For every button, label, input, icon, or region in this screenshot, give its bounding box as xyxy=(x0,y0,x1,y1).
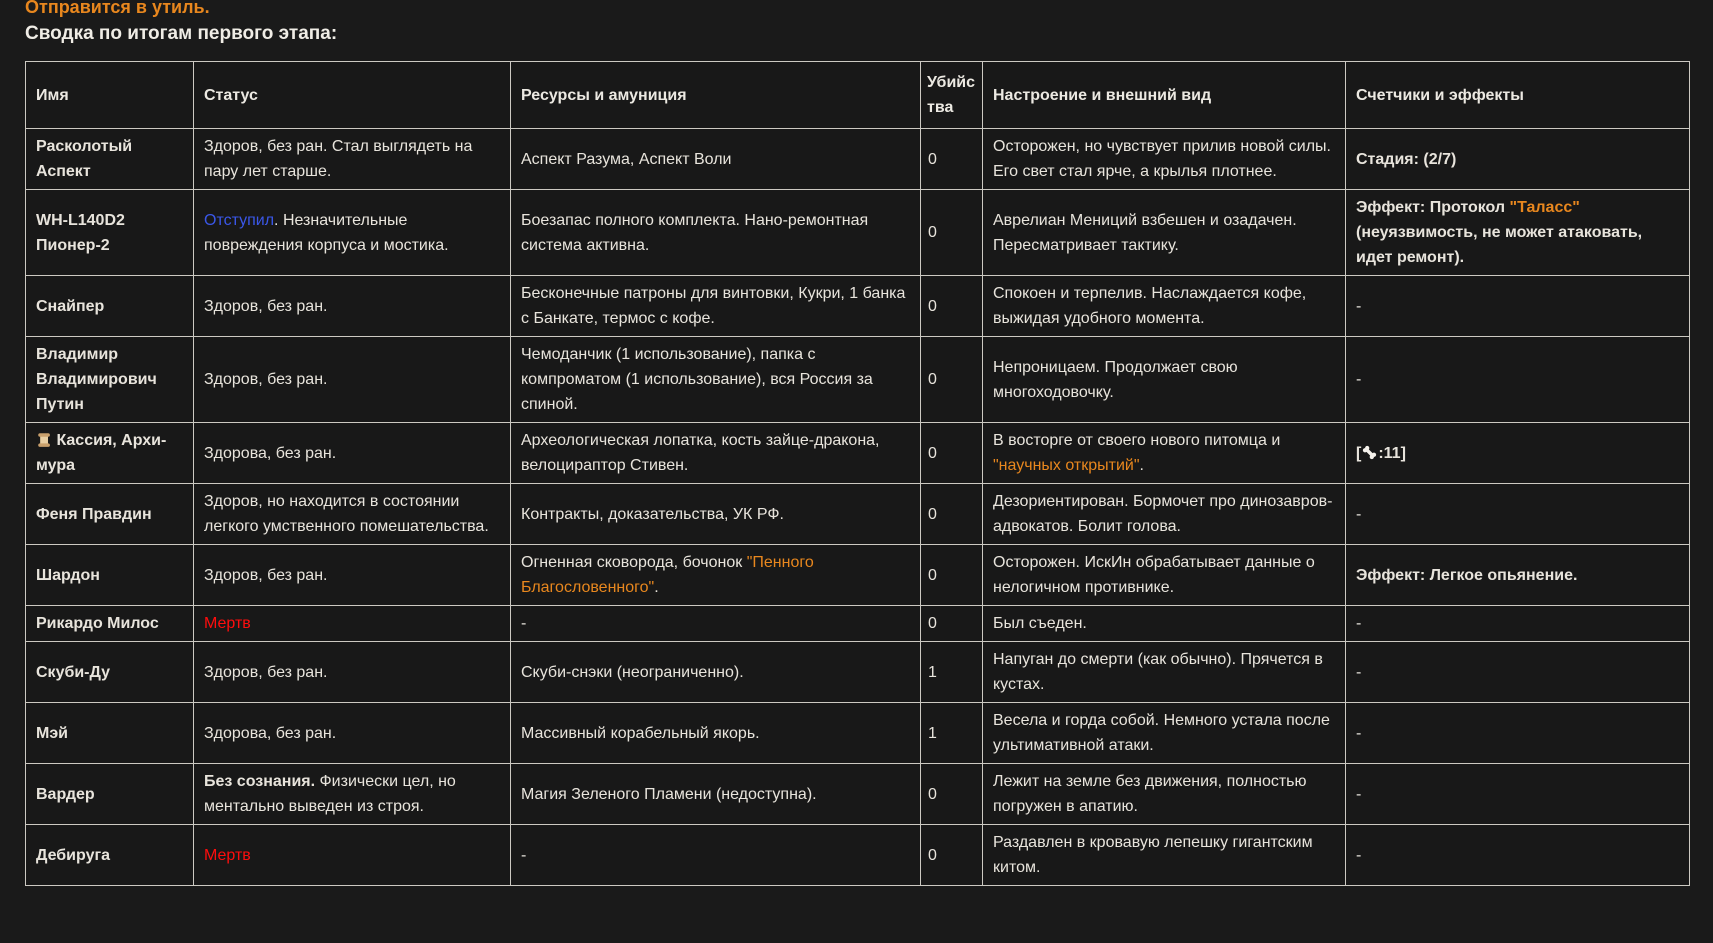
cell-text: Стадия: (2/7) xyxy=(1356,150,1457,168)
cell-text: Боезапас полного комплекта. Нано-ремонтная система активна. xyxy=(521,211,869,254)
cell-text: Эффект: Протокол xyxy=(1356,199,1510,216)
cell-name xyxy=(26,606,194,642)
cell-text: Шардон xyxy=(36,566,100,584)
col-header-counters: Счетчики и эффекты xyxy=(1346,62,1690,129)
cell-status xyxy=(194,606,511,642)
cell-mood xyxy=(983,825,1346,886)
cell-counters xyxy=(1346,129,1690,190)
cell-resources xyxy=(511,764,921,825)
cell-text: Здоров, без ран. xyxy=(204,566,328,584)
table-row xyxy=(26,484,1690,545)
col-header-mood: Настроение и внешний вид xyxy=(983,62,1346,129)
cell-text: Дезориентирован. Бормочет про динозавров-адвокатов. Болит голова. xyxy=(993,493,1333,535)
cell-kills: 0 xyxy=(921,764,983,825)
cell-status xyxy=(194,190,511,276)
page-title: Сводка по итогам первого этапа: xyxy=(25,23,338,44)
cell-kills: 0 xyxy=(921,129,983,190)
cell-text: Археологическая лопатка, кость зайце-дракона, велоцираптор Стивен. xyxy=(521,432,880,474)
cell-text: Здорова, без ран. xyxy=(204,724,337,742)
cell-text: Бесконечные патроны для винтовки, Кукри, 1 банка с Банкате, термос с кофе. xyxy=(521,285,906,327)
cell-text: Чемоданчик (1 использование), папка с компроматом (1 использование), вся Россия за спиной. xyxy=(521,346,873,413)
cell-text: Расколотый Аспект xyxy=(36,138,133,180)
table-row xyxy=(26,337,1690,423)
cell-counters xyxy=(1346,764,1690,825)
cell-text: Дебируга xyxy=(36,846,111,864)
cell-text: - xyxy=(521,846,527,864)
table-row xyxy=(26,545,1690,606)
cell-text: Скуби-Ду xyxy=(36,663,110,681)
cell-text: Аспект Разума, Аспект Воли xyxy=(521,150,732,168)
cell-name xyxy=(26,423,194,484)
cell-text: Владимир Владимирович Путин xyxy=(36,346,157,413)
cell-resources xyxy=(511,703,921,764)
cell-name xyxy=(26,545,194,606)
table-row xyxy=(26,703,1690,764)
cell-text: "научных открытий" xyxy=(993,457,1140,474)
cell-name xyxy=(26,764,194,825)
cell-resources xyxy=(511,190,921,276)
cell-text: WH-L140D2 Пионер-2 xyxy=(36,211,125,254)
cell-text: . Незначительные повреждения корпуса и мостика. xyxy=(204,211,449,254)
table-row xyxy=(26,276,1690,337)
cell-text: Эффект: Легкое опьянение. xyxy=(1356,566,1578,584)
cell-text: Непроницаем. Продолжает свою многоходовочку. xyxy=(993,358,1238,401)
cell-mood xyxy=(983,190,1346,276)
cell-text: Феня Правдин xyxy=(36,505,152,523)
scroll-icon xyxy=(36,432,52,448)
cell-name xyxy=(26,129,194,190)
cell-status xyxy=(194,825,511,886)
cell-mood xyxy=(983,703,1346,764)
cell-text: Контракты, доказательства, УК РФ. xyxy=(521,505,784,523)
cell-resources xyxy=(511,642,921,703)
table-row xyxy=(26,764,1690,825)
cell-resources xyxy=(511,129,921,190)
cell-mood xyxy=(983,545,1346,606)
cell-kills: 0 xyxy=(921,423,983,484)
cell-name xyxy=(26,642,194,703)
cell-counters xyxy=(1346,825,1690,886)
cell-kills: 1 xyxy=(921,642,983,703)
cell-kills: 0 xyxy=(921,190,983,276)
table-row xyxy=(26,825,1690,886)
cell-text: Мертв xyxy=(204,615,251,632)
col-header-status: Статус xyxy=(194,62,511,129)
cell-text: Массивный корабельный якорь. xyxy=(521,724,760,742)
cell-text: - xyxy=(1356,297,1362,315)
cell-resources xyxy=(511,825,921,886)
cell-status xyxy=(194,129,511,190)
col-header-resources: Ресурсы и амуниция xyxy=(511,62,921,129)
cell-text: "Таласс" xyxy=(1509,199,1580,216)
cell-resources xyxy=(511,276,921,337)
cell-resources xyxy=(511,606,921,642)
cell-kills: 1 xyxy=(921,703,983,764)
cell-kills: 0 xyxy=(921,276,983,337)
cell-mood xyxy=(983,764,1346,825)
cell-text: Мертв xyxy=(204,846,251,864)
cell-mood xyxy=(983,484,1346,545)
bone-icon xyxy=(1361,444,1378,461)
summary-table xyxy=(25,61,1690,886)
cell-text: - xyxy=(1356,663,1362,681)
cell-status xyxy=(194,764,511,825)
cell-text: Мэй xyxy=(36,724,68,742)
cell-text: Напуган до смерти (как обычно). Прячется в кустах. xyxy=(993,651,1323,693)
cell-resources xyxy=(511,484,921,545)
cell-resources xyxy=(511,337,921,423)
cell-name xyxy=(26,703,194,764)
cell-text: Здоров, без ран. xyxy=(204,297,328,315)
cell-kills: 0 xyxy=(921,484,983,545)
table-row xyxy=(26,423,1690,484)
cell-text: - xyxy=(1356,724,1362,742)
cell-text: Здоров, но находится в состоянии легкого умственного помешательства. xyxy=(204,493,489,535)
cell-counters xyxy=(1346,190,1690,276)
cell-text: Магия Зеленого Пламени (недоступна). xyxy=(521,785,817,803)
cell-kills: 0 xyxy=(921,606,983,642)
cell-text: Огненная сковорода, бочонок xyxy=(521,554,747,571)
cell-name xyxy=(26,484,194,545)
cell-text: (неуязвимость, не может атаковать, идет ремонт). xyxy=(1356,224,1643,266)
table-row xyxy=(26,606,1690,642)
cell-text: Снайпер xyxy=(36,297,105,315)
cell-text: Здоров, без ран. Стал выглядеть на пару лет старше. xyxy=(204,138,473,180)
cell-text: - xyxy=(1356,846,1362,864)
cell-name xyxy=(26,337,194,423)
cut-off-previous-text xyxy=(25,0,1713,17)
cell-counters xyxy=(1346,337,1690,423)
cell-counters xyxy=(1346,606,1690,642)
table-row xyxy=(26,190,1690,276)
cell-text: Осторожен, но чувствует прилив новой силы. Его свет стал ярче, а крылья плотнее. xyxy=(993,138,1331,180)
cell-status xyxy=(194,703,511,764)
cell-counters xyxy=(1346,484,1690,545)
cell-kills: 0 xyxy=(921,545,983,606)
table-header-row xyxy=(26,62,1690,129)
cell-text: Весела и горда собой. Немного устала после ультимативной атаки. xyxy=(993,712,1330,754)
cell-mood xyxy=(983,276,1346,337)
cell-text: Скуби-снэки (неограниченно). xyxy=(521,663,744,681)
cell-text: Раздавлен в кровавую лепешку гигантским китом. xyxy=(993,834,1313,876)
cell-text: . xyxy=(1139,457,1144,474)
cell-resources xyxy=(511,545,921,606)
cell-resources xyxy=(511,423,921,484)
cell-text: - xyxy=(1356,615,1362,632)
cell-counters xyxy=(1346,423,1690,484)
cell-text: . xyxy=(654,579,659,596)
cell-text: :11] xyxy=(1378,444,1406,462)
cell-text: Здоров, без ран. xyxy=(204,371,328,388)
cell-text: Здоров, без ран. xyxy=(204,663,328,681)
table-row xyxy=(26,129,1690,190)
table-row xyxy=(26,642,1690,703)
cell-mood xyxy=(983,337,1346,423)
cell-text: Без сознания. xyxy=(204,773,316,790)
col-header-kills: Убийства xyxy=(921,62,983,129)
cell-counters xyxy=(1346,703,1690,764)
cell-mood xyxy=(983,423,1346,484)
cell-text: Осторожен. ИскИн обрабатывает данные о нелогичном противнике. xyxy=(993,554,1315,596)
cell-mood xyxy=(983,642,1346,703)
cell-name xyxy=(26,190,194,276)
cell-counters xyxy=(1346,276,1690,337)
cell-text: [ xyxy=(1356,444,1362,462)
cell-text: Кассия, Архи-мура xyxy=(36,432,167,474)
cell-text: Физически цел, но ментально выведен из строя. xyxy=(204,773,456,815)
cell-text: - xyxy=(1356,785,1362,803)
cell-name xyxy=(26,276,194,337)
cell-text: Здорова, без ран. xyxy=(204,444,337,462)
cell-text: Был съеден. xyxy=(993,615,1087,632)
cell-status xyxy=(194,642,511,703)
cell-text: В восторге от своего нового питомца и xyxy=(993,432,1281,449)
cell-text: - xyxy=(521,615,527,632)
cell-status xyxy=(194,276,511,337)
cell-status xyxy=(194,337,511,423)
cell-mood xyxy=(983,129,1346,190)
cell-kills: 0 xyxy=(921,337,983,423)
retreat-link[interactable]: Отступил xyxy=(204,211,275,229)
cell-name xyxy=(26,825,194,886)
cell-status xyxy=(194,423,511,484)
cell-text: Рикардо Милос xyxy=(36,615,159,632)
cell-counters xyxy=(1346,545,1690,606)
top-cut-text: Отправится в утиль. xyxy=(25,0,210,17)
cell-text: Лежит на земле без движения, полностью погружен в апатию. xyxy=(993,773,1307,815)
cell-status xyxy=(194,484,511,545)
cell-text: Аврелиан Мениций взбешен и озадачен. Пересматривает тактику. xyxy=(993,211,1297,254)
cell-mood xyxy=(983,606,1346,642)
cell-kills: 0 xyxy=(921,825,983,886)
cell-text: Вардер xyxy=(36,785,95,803)
cell-counters xyxy=(1346,642,1690,703)
cell-text: "Пенного Благословенного" xyxy=(521,554,814,596)
cell-text: Спокоен и терпелив. Наслаждается кофе, выжидая удобного момента. xyxy=(993,285,1307,327)
cell-text: - xyxy=(1356,505,1362,523)
cell-text: - xyxy=(1356,371,1362,388)
col-header-name: Имя xyxy=(26,62,194,129)
cell-status xyxy=(194,545,511,606)
